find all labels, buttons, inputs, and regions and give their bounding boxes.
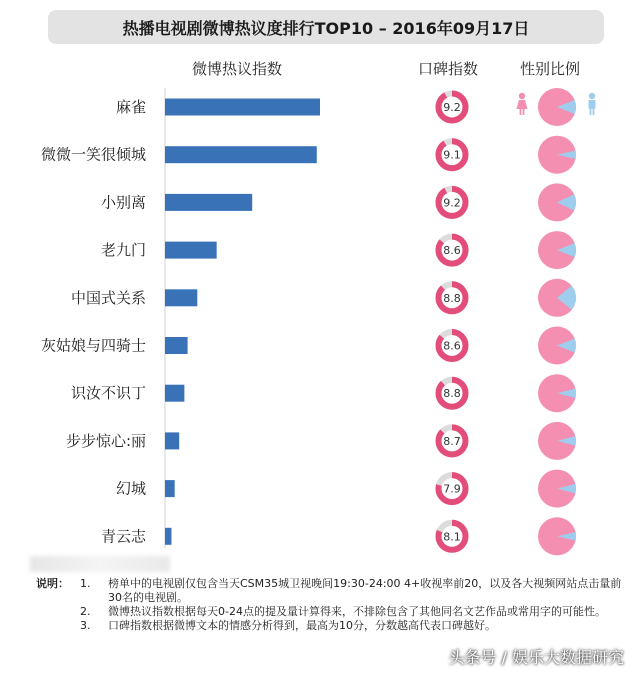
rating-value-label: 8.6	[443, 244, 461, 258]
weibo-index-bar	[165, 528, 171, 545]
category-label: 老九门	[100, 241, 146, 260]
gender-ratio-header: 性别比例	[520, 60, 581, 78]
rating-value-label: 7.9	[443, 482, 461, 496]
weibo-index-bar	[165, 385, 184, 402]
male-person-icon	[590, 108, 592, 115]
male-person-icon	[589, 100, 596, 109]
notes-section	[36, 577, 626, 633]
note-item	[36, 605, 626, 619]
weibo-index-bar	[165, 242, 217, 259]
note-number: 3.	[80, 619, 91, 632]
rating-value-label: 8.6	[443, 339, 461, 353]
chart-title: 热播电视剧微博热议度排行TOP10 – 2016年09月17日	[48, 10, 604, 44]
rating-index-header: 口碑指数	[418, 60, 479, 78]
male-person-icon	[593, 108, 595, 115]
note-text: 口碑指数根据微博文本的情感分析得到，最高为10分，分数越高代表口碑越好。	[108, 619, 496, 632]
weibo-index-bar	[165, 194, 252, 211]
note-item	[36, 619, 626, 633]
category-label: 青云志	[100, 527, 146, 546]
category-label: 麻雀	[115, 98, 146, 116]
category-label: 步步惊心:丽	[65, 431, 146, 450]
category-label: 幻城	[115, 479, 146, 498]
weibo-index-bar	[165, 99, 320, 116]
female-person-icon	[520, 108, 522, 115]
note-item	[36, 577, 626, 605]
rating-value-label: 9.2	[443, 101, 461, 114]
weibo-index-bar	[165, 480, 175, 497]
weibo-index-bar	[165, 146, 317, 163]
weibo-index-bar	[165, 337, 188, 354]
blurred-source-label	[30, 556, 170, 572]
note-text: 微博热议指数根据每天0-24点的提及量计算得来，不排除包含了其他同名文艺作品或常用字的可能性。	[108, 605, 606, 618]
note-number: 2.	[80, 605, 91, 618]
weibo-index-bar	[165, 289, 197, 306]
male-person-icon	[589, 93, 595, 99]
category-label: 微微一笑很倾城	[40, 145, 146, 164]
rating-value-label: 8.8	[443, 291, 461, 305]
category-label: 识汝不识丁	[70, 384, 146, 403]
female-person-icon	[523, 108, 525, 115]
female-person-icon	[519, 93, 525, 99]
weibo-index-bar	[165, 432, 179, 449]
notes-lead: 说明：	[36, 577, 69, 590]
category-label: 中国式关系	[70, 288, 146, 307]
watermark: 头条号 / 娱乐大数据研究	[448, 648, 624, 667]
note-number: 1.	[80, 577, 91, 590]
rating-value-label: 8.8	[443, 387, 461, 401]
weibo-index-header: 微博热议指数	[192, 60, 283, 78]
category-label: 灰姑娘与四骑士	[40, 336, 146, 355]
female-person-icon	[517, 100, 528, 109]
rating-value-label: 9.1	[443, 148, 461, 162]
category-label: 小别离	[100, 193, 146, 212]
rating-value-label: 9.2	[443, 196, 461, 210]
note-text: 榜单中的电视剧仅包含当天CSM35城卫视晚间19:30-24:00 4+收视率前20，以及各大视频网站点击量前30名的电视剧。	[108, 577, 622, 604]
rating-value-label: 8.1	[443, 530, 461, 544]
rating-value-label: 8.7	[443, 434, 461, 448]
